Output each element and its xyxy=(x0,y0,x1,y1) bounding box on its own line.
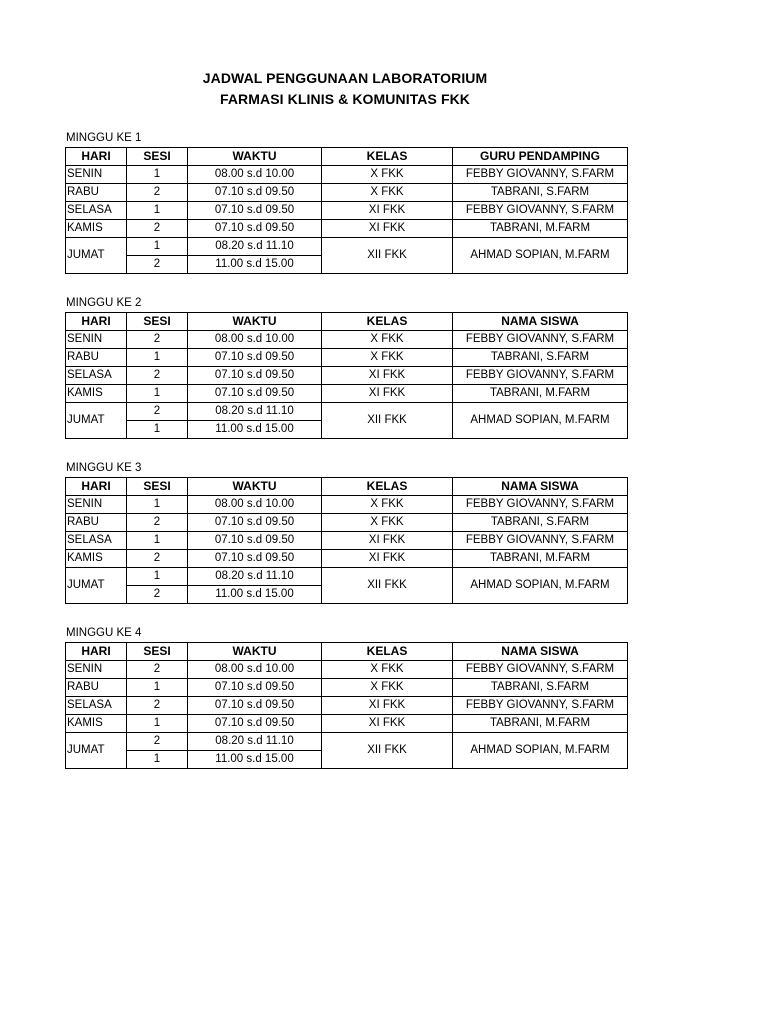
cell-waktu: 07.10 s.d 09.50 xyxy=(188,715,322,733)
table-row xyxy=(66,220,628,238)
cell-nama: FEBBY GIOVANNY, S.FARM xyxy=(453,166,628,184)
cell-kelas: XII FKK xyxy=(322,733,453,769)
cell-nama: FEBBY GIOVANNY, S.FARM xyxy=(453,367,628,385)
table-row xyxy=(66,496,628,514)
cell-hari: SENIN xyxy=(66,661,127,679)
cell-kelas: X FKK xyxy=(322,496,453,514)
week-label: MINGGU KE 4 xyxy=(66,627,142,639)
header-waktu: WAKTU xyxy=(188,148,322,166)
header-guru: GURU PENDAMPING xyxy=(453,148,628,166)
title-line-2: FARMASI KLINIS & KOMUNITAS FKK xyxy=(219,91,471,107)
header-kelas: KELAS xyxy=(322,478,453,496)
week-section-4 xyxy=(65,626,627,769)
cell-sesi: 2 xyxy=(127,331,188,349)
table-row-jumat xyxy=(66,238,628,256)
cell-nama: TABRANI, M.FARM xyxy=(453,385,628,403)
cell-hari: SELASA xyxy=(66,697,127,715)
cell-nama: TABRANI, S.FARM xyxy=(453,514,628,532)
cell-waktu: 07.10 s.d 09.50 xyxy=(188,697,322,715)
cell-kelas: XI FKK xyxy=(322,202,453,220)
table-row xyxy=(66,331,628,349)
cell-nama: TABRANI, M.FARM xyxy=(453,715,628,733)
cell-sesi: 1 xyxy=(127,349,188,367)
cell-nama: AHMAD SOPIAN, M.FARM xyxy=(453,403,628,439)
cell-hari: JUMAT xyxy=(66,238,127,274)
cell-nama: FEBBY GIOVANNY, S.FARM xyxy=(453,202,628,220)
cell-kelas: XII FKK xyxy=(322,238,453,274)
cell-hari: SELASA xyxy=(66,202,127,220)
header-kelas: KELAS xyxy=(322,643,453,661)
cell-sesi: 2 xyxy=(127,733,188,751)
cell-nama: TABRANI, S.FARM xyxy=(453,349,628,367)
header-waktu: WAKTU xyxy=(188,643,322,661)
cell-kelas: XI FKK xyxy=(322,367,453,385)
cell-waktu: 08.20 s.d 11.10 xyxy=(188,568,322,586)
cell-nama: TABRANI, M.FARM xyxy=(453,550,628,568)
cell-waktu: 11.00 s.d 15.00 xyxy=(188,751,322,769)
table-row xyxy=(66,715,628,733)
document-title xyxy=(0,68,690,110)
table-header-row xyxy=(66,643,628,661)
cell-sesi: 1 xyxy=(127,421,188,439)
table-row xyxy=(66,550,628,568)
cell-kelas: X FKK xyxy=(322,184,453,202)
table-row xyxy=(66,385,628,403)
cell-waktu: 07.10 s.d 09.50 xyxy=(188,550,322,568)
cell-sesi: 1 xyxy=(127,496,188,514)
cell-hari: RABU xyxy=(66,679,127,697)
cell-hari: KAMIS xyxy=(66,715,127,733)
cell-waktu: 07.10 s.d 09.50 xyxy=(188,679,322,697)
cell-waktu: 07.10 s.d 09.50 xyxy=(188,202,322,220)
header-hari: HARI xyxy=(66,148,127,166)
cell-waktu: 07.10 s.d 09.50 xyxy=(188,514,322,532)
header-nama: NAMA SISWA xyxy=(453,478,628,496)
header-sesi: SESI xyxy=(127,478,188,496)
cell-sesi: 2 xyxy=(127,184,188,202)
table-row xyxy=(66,532,628,550)
cell-waktu: 11.00 s.d 15.00 xyxy=(188,256,322,274)
cell-kelas: XII FKK xyxy=(322,403,453,439)
cell-kelas: XI FKK xyxy=(322,550,453,568)
table-row xyxy=(66,202,628,220)
cell-waktu: 07.10 s.d 09.50 xyxy=(188,532,322,550)
cell-sesi: 2 xyxy=(127,514,188,532)
cell-sesi: 2 xyxy=(127,220,188,238)
header-waktu: WAKTU xyxy=(188,313,322,331)
cell-hari: JUMAT xyxy=(66,403,127,439)
cell-kelas: XII FKK xyxy=(322,568,453,604)
table-row xyxy=(66,514,628,532)
table-header-row xyxy=(66,148,628,166)
cell-kelas: X FKK xyxy=(322,514,453,532)
cell-kelas: XI FKK xyxy=(322,532,453,550)
cell-sesi: 1 xyxy=(127,385,188,403)
cell-sesi: 2 xyxy=(127,403,188,421)
cell-hari: KAMIS xyxy=(66,550,127,568)
table-row xyxy=(66,367,628,385)
cell-sesi: 1 xyxy=(127,202,188,220)
schedule-table xyxy=(65,477,628,604)
cell-waktu: 07.10 s.d 09.50 xyxy=(188,367,322,385)
schedule-table xyxy=(65,642,628,769)
cell-hari: SENIN xyxy=(66,496,127,514)
header-nama: NAMA SISWA xyxy=(453,313,628,331)
cell-kelas: XI FKK xyxy=(322,385,453,403)
cell-hari: JUMAT xyxy=(66,568,127,604)
cell-hari: KAMIS xyxy=(66,220,127,238)
table-row xyxy=(66,166,628,184)
cell-waktu: 08.20 s.d 11.10 xyxy=(188,403,322,421)
cell-sesi: 1 xyxy=(127,679,188,697)
header-nama: NAMA SISWA xyxy=(453,643,628,661)
cell-nama: TABRANI, M.FARM xyxy=(453,220,628,238)
cell-waktu: 11.00 s.d 15.00 xyxy=(188,421,322,439)
cell-waktu: 07.10 s.d 09.50 xyxy=(188,349,322,367)
title-line-1: JADWAL PENGGUNAAN LABORATORIUM xyxy=(202,70,488,86)
cell-nama: FEBBY GIOVANNY, S.FARM xyxy=(453,532,628,550)
cell-sesi: 2 xyxy=(127,550,188,568)
table-row-jumat xyxy=(66,733,628,751)
cell-kelas: X FKK xyxy=(322,679,453,697)
header-sesi: SESI xyxy=(127,148,188,166)
cell-kelas: X FKK xyxy=(322,661,453,679)
cell-kelas: XI FKK xyxy=(322,715,453,733)
table-header-row xyxy=(66,478,628,496)
cell-hari: JUMAT xyxy=(66,733,127,769)
cell-hari: KAMIS xyxy=(66,385,127,403)
cell-waktu: 07.10 s.d 09.50 xyxy=(188,184,322,202)
week-label: MINGGU KE 3 xyxy=(66,462,142,474)
cell-sesi: 1 xyxy=(127,715,188,733)
cell-hari: RABU xyxy=(66,184,127,202)
cell-nama: AHMAD SOPIAN, M.FARM xyxy=(453,733,628,769)
cell-hari: RABU xyxy=(66,514,127,532)
header-sesi: SESI xyxy=(127,643,188,661)
cell-sesi: 1 xyxy=(127,238,188,256)
cell-sesi: 1 xyxy=(127,532,188,550)
cell-hari: SENIN xyxy=(66,331,127,349)
header-kelas: KELAS xyxy=(322,313,453,331)
cell-waktu: 08.00 s.d 10.00 xyxy=(188,661,322,679)
week-label: MINGGU KE 1 xyxy=(66,132,142,144)
cell-nama: TABRANI, S.FARM xyxy=(453,184,628,202)
cell-sesi: 2 xyxy=(127,586,188,604)
cell-waktu: 08.00 s.d 10.00 xyxy=(188,331,322,349)
week-section-2 xyxy=(65,296,627,439)
cell-kelas: XI FKK xyxy=(322,220,453,238)
cell-kelas: X FKK xyxy=(322,166,453,184)
cell-kelas: X FKK xyxy=(322,349,453,367)
schedule-table xyxy=(65,312,628,439)
cell-nama: FEBBY GIOVANNY, S.FARM xyxy=(453,496,628,514)
table-row xyxy=(66,349,628,367)
cell-waktu: 07.10 s.d 09.50 xyxy=(188,220,322,238)
cell-hari: SELASA xyxy=(66,367,127,385)
cell-sesi: 2 xyxy=(127,661,188,679)
cell-waktu: 08.00 s.d 10.00 xyxy=(188,496,322,514)
cell-sesi: 2 xyxy=(127,256,188,274)
cell-waktu: 08.20 s.d 11.10 xyxy=(188,238,322,256)
header-sesi: SESI xyxy=(127,313,188,331)
cell-waktu: 07.10 s.d 09.50 xyxy=(188,385,322,403)
table-row-jumat xyxy=(66,568,628,586)
table-row xyxy=(66,661,628,679)
cell-nama: TABRANI, S.FARM xyxy=(453,679,628,697)
cell-waktu: 11.00 s.d 15.00 xyxy=(188,586,322,604)
week-section-1 xyxy=(65,131,627,274)
table-header-row xyxy=(66,313,628,331)
cell-sesi: 1 xyxy=(127,568,188,586)
cell-sesi: 1 xyxy=(127,751,188,769)
cell-hari: SENIN xyxy=(66,166,127,184)
cell-nama: AHMAD SOPIAN, M.FARM xyxy=(453,238,628,274)
cell-kelas: XI FKK xyxy=(322,697,453,715)
cell-waktu: 08.20 s.d 11.10 xyxy=(188,733,322,751)
header-hari: HARI xyxy=(66,478,127,496)
header-hari: HARI xyxy=(66,643,127,661)
cell-waktu: 08.00 s.d 10.00 xyxy=(188,166,322,184)
cell-nama: FEBBY GIOVANNY, S.FARM xyxy=(453,661,628,679)
table-row xyxy=(66,697,628,715)
cell-nama: FEBBY GIOVANNY, S.FARM xyxy=(453,697,628,715)
table-row-jumat xyxy=(66,403,628,421)
week-label: MINGGU KE 2 xyxy=(66,297,142,309)
cell-nama: FEBBY GIOVANNY, S.FARM xyxy=(453,331,628,349)
table-row xyxy=(66,679,628,697)
cell-hari: RABU xyxy=(66,349,127,367)
header-hari: HARI xyxy=(66,313,127,331)
cell-sesi: 1 xyxy=(127,166,188,184)
cell-sesi: 2 xyxy=(127,697,188,715)
cell-sesi: 2 xyxy=(127,367,188,385)
cell-hari: SELASA xyxy=(66,532,127,550)
header-waktu: WAKTU xyxy=(188,478,322,496)
week-section-3 xyxy=(65,461,627,604)
cell-nama: AHMAD SOPIAN, M.FARM xyxy=(453,568,628,604)
schedule-table xyxy=(65,147,628,274)
cell-kelas: X FKK xyxy=(322,331,453,349)
table-row xyxy=(66,184,628,202)
header-kelas: KELAS xyxy=(322,148,453,166)
